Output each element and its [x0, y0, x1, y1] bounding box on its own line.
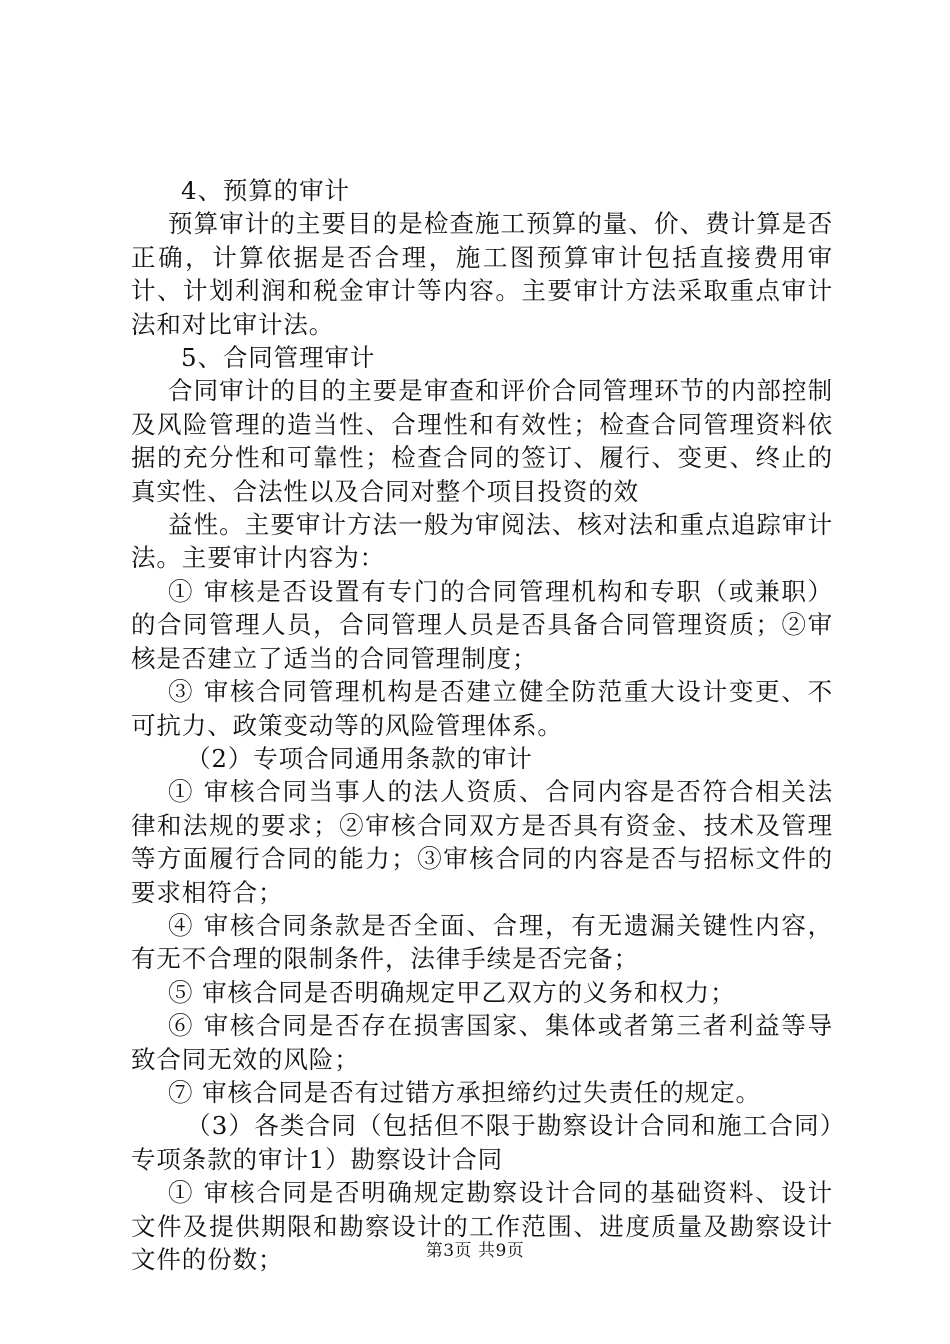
paragraph: ⑥ 审核合同是否存在损害国家、集体或者第三者利益等导致合同无效的风险；: [131, 1011, 833, 1074]
paragraph: ④ 审核合同条款是否全面、合理，有无遗漏关键性内容，有无不合理的限制条件，法律手续是否完备；: [131, 910, 833, 974]
paragraph: ③ 审核合同管理机构是否建立健全防范重大设计变更、不可抗力、政策变动等的风险管理体系。: [131, 677, 833, 740]
page-footer: 第3页 共9页: [425, 1241, 525, 1261]
paragraph: 5、合同管理审计: [181, 343, 376, 373]
paragraph: 预算审计的主要目的是检查施工预算的量、价、费计算是否正确，计算依据是否合理，施工图预算审计包括直接费用审计、计划利润和税金审计等内容。主要审计方法采取重点审计法和对比审计法。: [131, 209, 833, 339]
paragraph: 合同审计的目的主要是审查和评价合同管理环节的内部控制及风险管理的造当性、合理性和有效性；检查合同管理资料依据的充分性和可靠性；检查合同的签订、履行、变更、终止的真实性、合法性以及合同对整个项目投资的效: [131, 376, 833, 506]
paragraph: ① 审核是否设置有专门的合同管理机构和专职（或兼职）的合同管理人员，合同管理人员是否具备合同管理资质；②审核是否建立了适当的合同管理制度；: [131, 576, 833, 673]
paragraph: 4、预算的审计: [181, 176, 350, 205]
paragraph: ⑦ 审核合同是否有过错方承担缔约过失责任的规定。: [168, 1077, 761, 1107]
paragraph: ① 审核合同当事人的法人资质、合同内容是否符合相关法律和法规的要求；②审核合同双方是否具有资金、技术及管理等方面履行合同的能力；③审核合同的内容是否与招标文件的要求相符合；: [131, 777, 833, 907]
paragraph: （3）各类合同（包括但不限于勘察设计合同和施工合同）专项条款的审计1）勘察设计合同: [131, 1111, 833, 1174]
document-body: [131, 174, 833, 1276]
paragraph: 益性。主要审计方法一般为审阅法、核对法和重点追踪审计法。主要审计内容为：: [131, 510, 833, 573]
paragraph: ① 审核合同是否明确规定勘察设计合同的基础资料、设计文件及提供期限和勘察设计的工作范围、进度质量及勘察设计文件的份数；: [131, 1178, 833, 1274]
paragraph: ⑤ 审核合同是否明确规定甲乙双方的义务和权力；: [168, 977, 736, 1007]
paragraph: （2）专项合同通用条款的审计: [186, 743, 533, 773]
